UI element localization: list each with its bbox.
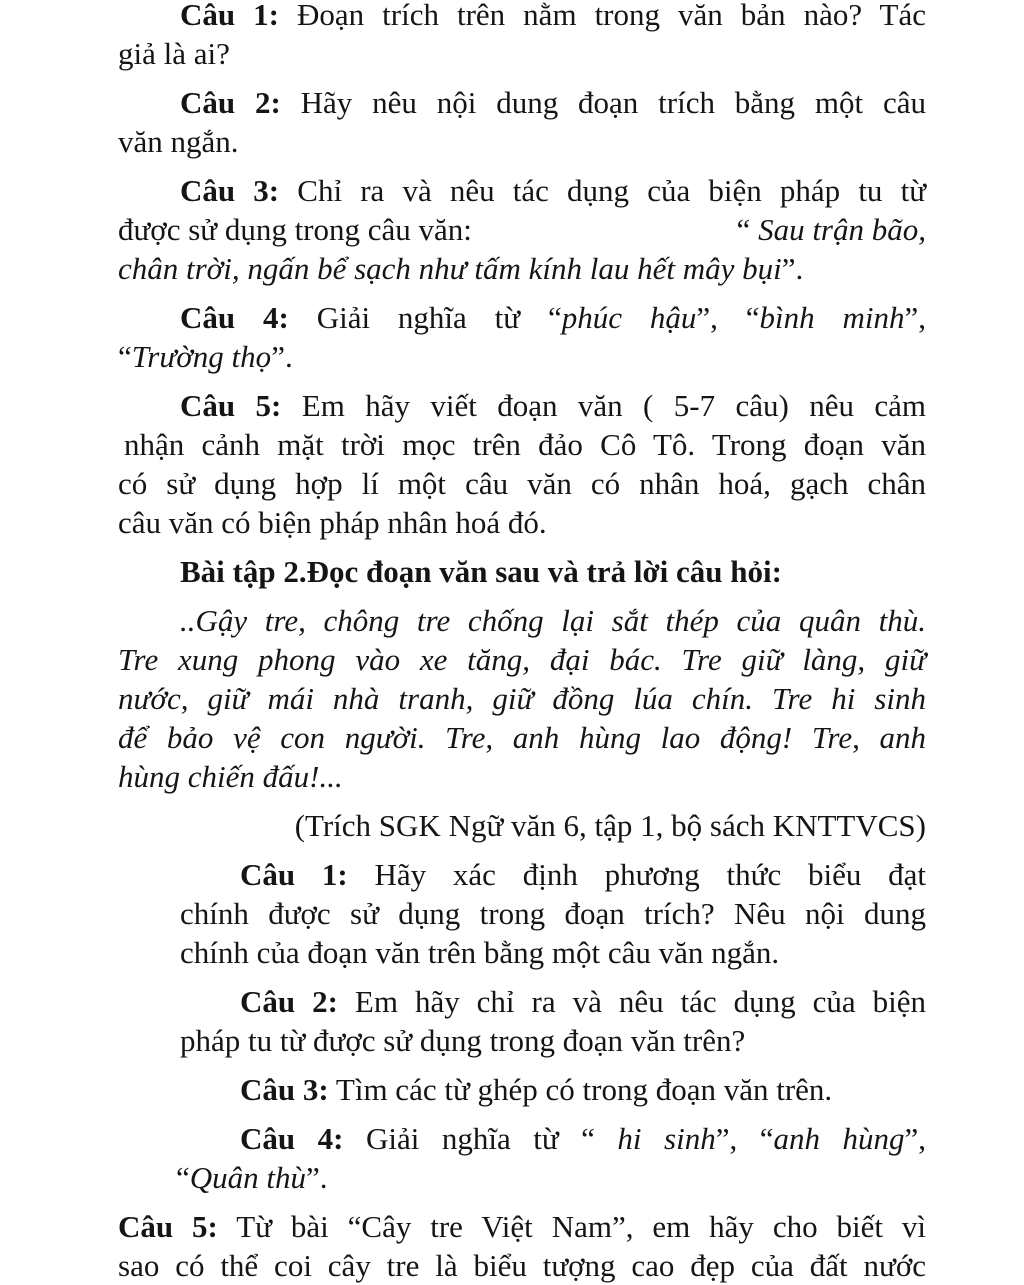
passage-line: hùng chiến đấu!... xyxy=(118,759,343,794)
ex2-q5-line2: sao có thể coi cây tre là biểu tượng cao đẹp của đất nước xyxy=(118,1248,926,1283)
ex1-q3-line1: Câu 3: Chỉ ra và nêu tác dụng của biện pháp tu từ xyxy=(180,173,926,208)
ex1-q2-line2: văn ngắn. xyxy=(118,124,239,159)
ex1-q5-line2: nhận cảnh mặt trời mọc trên đảo Cô Tô. Trong đoạn văn xyxy=(124,427,926,462)
exercise-2-heading: Bài tập 2.Đọc đoạn văn sau và trả lời câu hỏi: xyxy=(180,554,782,589)
ex1-q4-line2: “Trường thọ”. xyxy=(118,339,293,374)
question-label: Câu 2: xyxy=(180,85,281,120)
ex2-q3-line1: Câu 3: Tìm các từ ghép có trong đoạn văn trên. xyxy=(240,1072,833,1107)
ex2-q2-line2: pháp tu từ được sử dụng trong đoạn văn trên? xyxy=(180,1023,746,1058)
passage-line: ..Gậy tre, chông tre chống lại sắt thép của quân thù. xyxy=(180,603,926,638)
question-label: Câu 4: xyxy=(240,1121,344,1156)
ex2-q4-line1: Câu 4: Giải nghĩa từ “ hi sinh”, “anh hùng”, xyxy=(240,1121,927,1156)
passage-line: nước, giữ mái nhà tranh, giữ đồng lúa chín. Tre hi sinh xyxy=(118,681,926,716)
question-label: Câu 3: xyxy=(180,173,280,208)
ex1-q1-line1: Câu 1: Đoạn trích trên nằm trong văn bản nào? Tác xyxy=(180,0,926,34)
ex1-q1-line2: giả là ai? xyxy=(118,36,230,71)
question-label: Câu 2: xyxy=(240,984,338,1019)
ex1-q5-line1: Câu 5: Em hãy viết đoạn văn ( 5-7 câu) nêu cảm xyxy=(180,388,926,423)
ex1-q2-line1: Câu 2: Hãy nêu nội dung đoạn trích bằng một câu xyxy=(180,85,926,120)
question-label: Câu 5: xyxy=(118,1209,218,1244)
source-citation: (Trích SGK Ngữ văn 6, tập 1, bộ sách KNTTVCS) xyxy=(294,808,926,843)
ex1-q5-line4: câu văn có biện pháp nhân hoá đó. xyxy=(118,505,547,540)
question-label: Câu 5: xyxy=(180,388,282,423)
ex2-q1-line1: Câu 1: Hãy xác định phương thức biểu đạt xyxy=(240,857,927,892)
ex1-q5-line3: có sử dụng hợp lí một câu văn có nhân hoá, gạch chân xyxy=(118,466,926,501)
ex1-q4-line1: Câu 4: Giải nghĩa từ “phúc hậu”, “bình minh”, xyxy=(180,300,926,335)
ex2-q1-line3: chính của đoạn văn trên bằng một câu văn ngắn. xyxy=(180,935,780,970)
question-label: Câu 4: xyxy=(180,300,289,335)
passage-line: Tre xung phong vào xe tăng, đại bác. Tre giữ làng, giữ xyxy=(118,642,926,677)
ex2-q2-line1: Câu 2: Em hãy chỉ ra và nêu tác dụng của biện xyxy=(240,984,926,1019)
passage-line: để bảo vệ con người. Tre, anh hùng lao động! Tre, anh xyxy=(118,720,926,755)
ex1-q3-line2: được sử dụng trong câu văn: “ Sau trận bão, xyxy=(118,212,926,247)
ex1-q3-line3: chân trời, ngấn bể sạch như tấm kính lau hết mây bụi”. xyxy=(118,251,804,286)
question-label: Câu 1: xyxy=(180,0,279,32)
ex2-q4-line2: “Quân thù”. xyxy=(176,1160,328,1195)
ex2-q5-line1: Câu 5: Từ bài “Cây tre Việt Nam”, em hãy cho biết vì xyxy=(118,1209,926,1244)
question-label: Câu 3: xyxy=(240,1072,329,1107)
question-label: Câu 1: xyxy=(240,857,348,892)
ex2-q1-line2: chính được sử dụng trong đoạn trích? Nêu nội dung xyxy=(180,896,926,931)
